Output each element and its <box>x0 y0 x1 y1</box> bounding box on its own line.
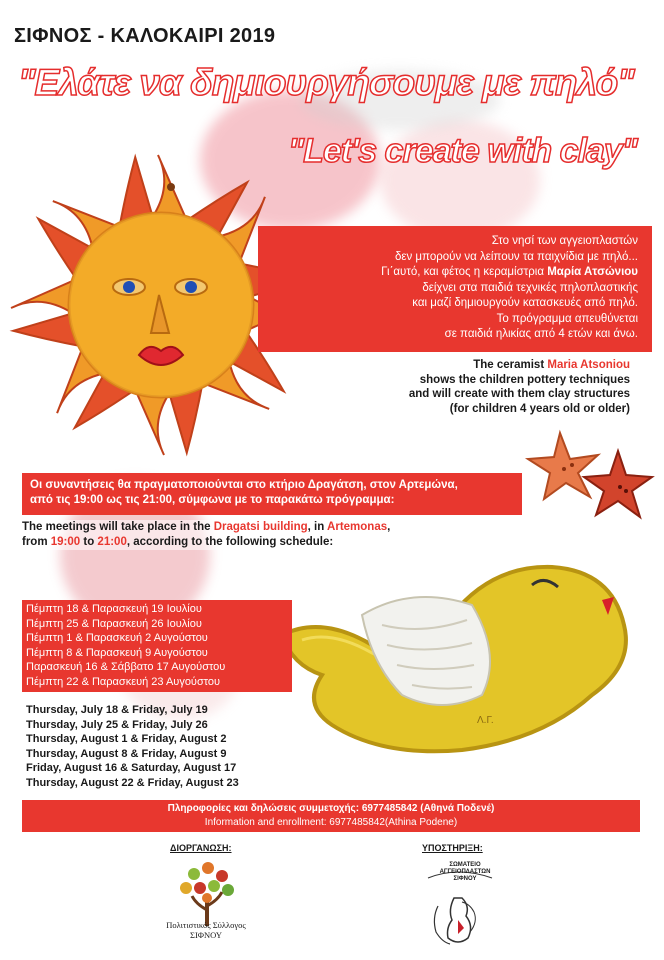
intro-greek-line: σε παιδιά ηλικίας από 4 ετών και άνω. <box>444 328 638 340</box>
ceramist-name-english: Maria Atsoniou <box>547 359 630 371</box>
sun-ray <box>11 279 77 314</box>
title-greek: "Ελάτε να δημιουργήσουμε με πηλό" <box>18 62 634 103</box>
poster-heading: ΣΙΦΝΟΣ - ΚΑΛΟΚΑΙΡΙ 2019 <box>14 25 276 47</box>
title-english: "Let's create with clay" <box>288 132 637 170</box>
clay-starfish-image <box>520 425 656 535</box>
building-english: Dragatsi building <box>213 521 308 533</box>
schedule-greek-row: Πέμπτη 18 & Παρασκευή 19 Ιουλίου <box>26 603 202 615</box>
support-label: ΥΠΟΣΤΗΡΙΞΗ: <box>422 843 483 853</box>
intro-english-line: (for children 4 years old or older) <box>449 402 630 415</box>
info-greek: Πληροφορίες και δηλώσεις συμμετοχής: 6977485842 (Αθηνά Ποδενέ) <box>167 803 495 814</box>
intro-english <box>300 358 630 416</box>
support-name: ΣΩΜΑΤΕΙΟ ΑΓΓΕΙΟΠΛΑΣΤΩΝ ΣΙΦΝΟΥ <box>439 862 491 882</box>
schedule-english-row: Thursday, July 18 & Friday, July 19 <box>26 704 208 716</box>
building-greek: κτήριο Δραγάτση <box>269 479 364 491</box>
schedule-greek-row: Πέμπτη 1 & Παρασκευή 2 Αυγούστου <box>26 632 208 644</box>
schedule-greek-row: Παρασκευή 16 & Σάββατο 17 Αυγούστου <box>26 661 226 673</box>
sun-ray <box>135 389 170 455</box>
schedule-english-row: Thursday, August 22 & Friday, August 23 <box>26 776 239 789</box>
meeting-greek-panel: Οι συναντήσεις θα πραγματοποιούνται στο κτήριο Δραγάτση, στον Αρτεμώνα, από τις 19:00 ως τις 21:00, σύμφωνα με το παρακάτω πρόγραμμα: <box>22 473 522 515</box>
schedule-english-row: Thursday, August 8 & Friday, August 9 <box>26 747 227 760</box>
schedule-greek-row: Πέμπτη 25 & Παρασκευή 26 Ιουλίου <box>26 617 202 630</box>
meeting-english: The meetings will take place in the Dragatsi building, in Artemonas, from 19:00 to 21:00, according to the following schedule: <box>22 520 442 550</box>
schedule-english-row: Friday, August 16 & Saturday, August 17 <box>26 762 237 774</box>
schedule-english <box>26 703 296 790</box>
intro-greek-line: Το πρόγραμμα απευθύνεται <box>496 312 638 325</box>
intro-greek-line: και μαζί δημιουργούν κατασκευές από πηλό. <box>412 297 638 309</box>
town-greek: Αρτεμώνα <box>398 479 455 491</box>
side-credit-mark <box>646 690 660 760</box>
info-english: Information and enrollment: 6977485842(Athina Podene) <box>204 817 458 828</box>
intro-greek-line: δεν μπορούν να λείπουν τα παιχνίδια με πηλό... <box>394 250 638 263</box>
intro-english-line: and will create with them clay structures <box>408 388 630 400</box>
ceramist-name-greek: Μαρία Ατσώνιου <box>547 266 638 278</box>
intro-greek-line: δείχνει στα παιδιά τεχνικές πηλοπλαστικής <box>422 281 638 294</box>
organizer-name: Πολιτιστικός Σύλλογος ΣΙΦΝΟΥ <box>166 920 246 940</box>
schedule-greek-row: Πέμπτη 8 & Παρασκευή 9 Αυγούστου <box>26 646 208 659</box>
clay-bird-plate-image <box>262 545 652 765</box>
schedule-english-row: Thursday, August 1 & Friday, August 2 <box>26 733 227 745</box>
schedule-greek-row: Πέμπτη 22 & Παρασκευή 23 Αυγούστου <box>26 675 221 688</box>
intro-english-line: The ceramist Maria Atsoniou <box>473 359 630 371</box>
intro-greek-line: Γι΄αυτό, και φέτος η κεραμίστρια Μαρία Ατσώνιου <box>381 266 638 278</box>
schedule-greek-panel <box>22 600 292 692</box>
town-english: Artemonas <box>327 521 388 533</box>
info-panel <box>22 800 640 832</box>
organizer-label: ΔΙΟΡΓΑΝΩΣΗ: <box>170 843 232 853</box>
svg-text:Λ.Γ.: Λ.Γ. <box>477 715 494 726</box>
intro-english-line: shows the children pottery techniques <box>419 373 630 386</box>
schedule-english-row: Thursday, July 25 & Friday, July 26 <box>26 718 208 731</box>
intro-greek-line: Στο νησί των αγγειοπλαστών <box>491 235 638 247</box>
intro-greek-panel <box>258 226 652 352</box>
